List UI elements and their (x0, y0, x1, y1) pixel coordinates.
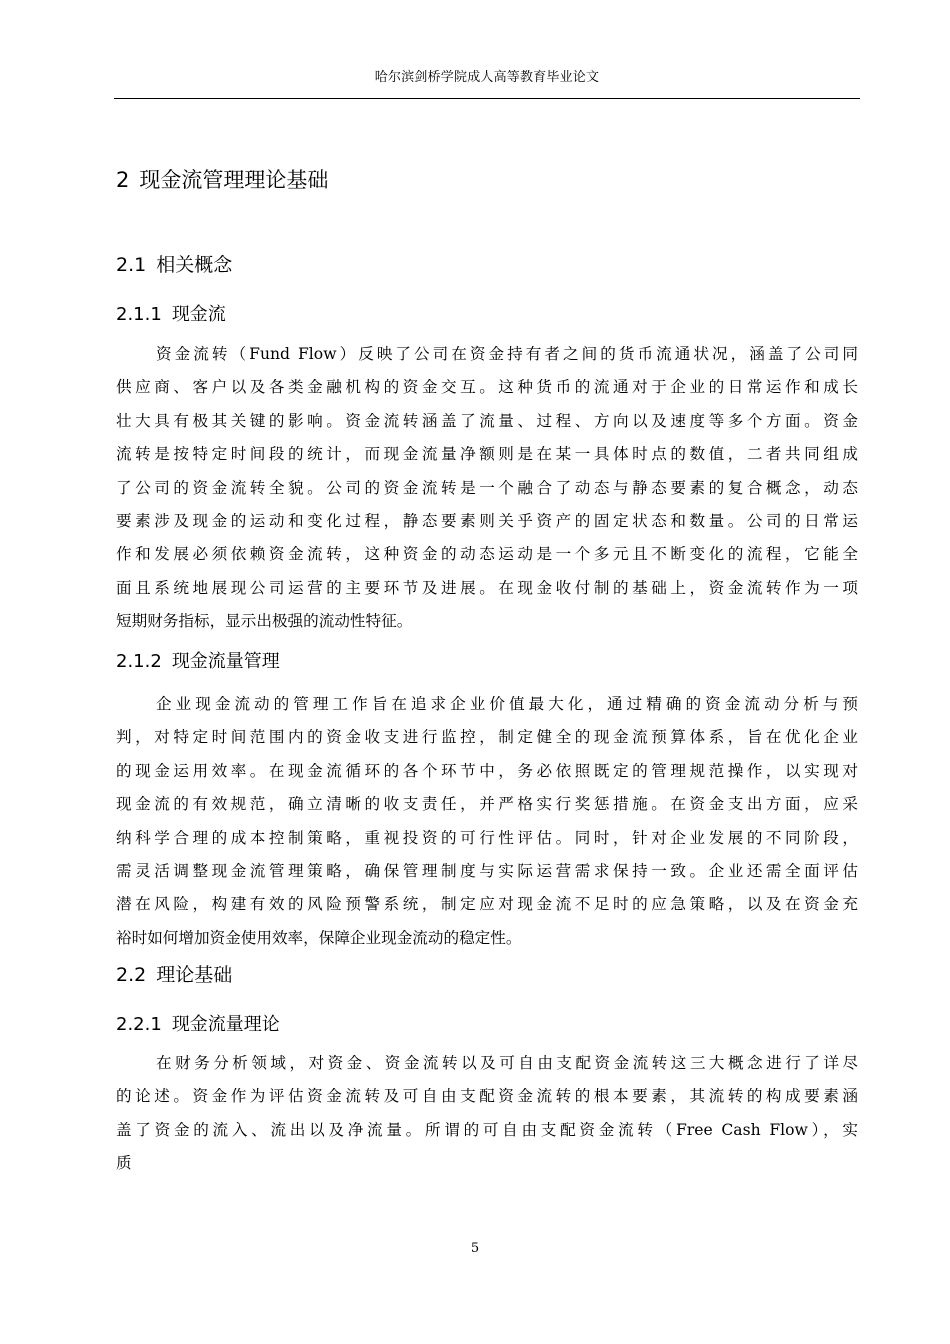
page-number: 5 (470, 1241, 480, 1256)
paragraph-cash-flow (116, 338, 858, 639)
paragraph-line: 资金流转（Fund Flow）反映了公司在资金持有者之间的货币流通状况，涵盖了公司同 (156, 345, 858, 363)
subsection-heading-2-2-1 (116, 1010, 280, 1036)
paragraph-line: 壮大具有极其关键的影响。资金流转涵盖了流量、过程、方向以及速度等多个方面。资金 (116, 411, 858, 430)
chapter-heading (116, 164, 328, 194)
section-title: 理论基础 (156, 964, 233, 986)
paragraph-line: 现金流的有效规范，确立清晰的收支责任，并严格实行奖惩措施。在资金支出方面，应采 (116, 795, 858, 814)
paragraph-cash-flow-management (116, 688, 858, 955)
subsection-title: 现金流量管理 (171, 651, 280, 672)
subsection-heading-2-1-1 (116, 300, 226, 326)
chapter-title: 现金流管理理论基础 (139, 168, 329, 192)
paragraph-cash-flow-theory (116, 1047, 858, 1181)
subsection-number: 2.1.1 (116, 304, 162, 325)
paragraph-line: 作和发展必须依赖资金流转，这种资金的动态运动是一个多元且不断变化的流程，它能全 (116, 545, 858, 564)
subsection-number: 2.1.2 (116, 651, 162, 672)
section-title: 相关概念 (156, 254, 233, 276)
section-number: 2.2 (116, 964, 147, 986)
section-heading-2-2 (116, 960, 232, 987)
section-heading-2-1 (116, 250, 232, 277)
paragraph-line: 需灵活调整现金流管理策略，确保管理制度与实际运营需求保持一致。企业还需全面评估 (116, 862, 858, 881)
paragraph-line: 面且系统地展现公司运营的主要环节及进展。在现金收付制的基础上，资金流转作为一项 (116, 578, 858, 597)
paragraph-line: 的现金运用效率。在现金流循环的各个环节中，务必依照既定的管理规范操作，以实现对 (116, 761, 858, 780)
subsection-title: 现金流量理论 (171, 1014, 280, 1035)
paragraph-line: 判，对特定时间范围内的资金收支进行监控，制定健全的现金流预算体系，旨在优化企业 (116, 728, 858, 747)
subsection-number: 2.2.1 (116, 1014, 162, 1035)
paragraph-line: 在财务分析领域，对资金、资金流转以及可自由支配资金流转这三大概念进行了详尽 (156, 1054, 858, 1072)
header-divider (114, 98, 860, 99)
chapter-number: 2 (116, 168, 130, 192)
running-header: 哈尔滨剑桥学院成人高等教育毕业论文 (374, 70, 600, 85)
section-number: 2.1 (116, 254, 147, 276)
paragraph-line: 潜在风险，构建有效的风险预警系统，制定应对现金流不足时的应急策略，以及在资金充 (116, 895, 858, 914)
paragraph-line: 流转是按特定时间段的统计，而现金流量净额则是在某一具体时点的数值，二者共同组成 (116, 445, 858, 464)
subsection-heading-2-1-2 (116, 647, 280, 673)
paragraph-line: 短期财务指标，显示出极强的流动性特征。 (116, 612, 413, 631)
subsection-title: 现金流 (171, 304, 226, 325)
paragraph-line: 企业现金流动的管理工作旨在追求企业价值最大化，通过精确的资金流动分析与预 (156, 695, 858, 713)
paragraph-line: 盖了资金的流入、流出以及净流量。所谓的可自由支配资金流转（Free Cash Flow），实 (116, 1120, 858, 1139)
paragraph-line: 了公司的资金流转全貌。公司的资金流转是一个融合了动态与静态要素的复合概念，动态 (116, 478, 858, 497)
paragraph-line: 质 (116, 1154, 132, 1173)
paragraph-line: 要素涉及现金的运动和变化过程，静态要素则关乎资产的固定状态和数量。公司的日常运 (116, 512, 858, 531)
paragraph-line: 裕时如何增加资金使用效率，保障企业现金流动的稳定性。 (116, 928, 522, 947)
paragraph-line: 供应商、客户以及各类金融机构的资金交互。这种货币的流通对于企业的日常运作和成长 (116, 378, 858, 397)
paragraph-line: 的论述。资金作为评估资金流转及可自由支配资金流转的根本要素，其流转的构成要素涵 (116, 1087, 858, 1106)
paragraph-line: 纳科学合理的成本控制策略，重视投资的可行性评估。同时，针对企业发展的不同阶段， (116, 828, 858, 847)
